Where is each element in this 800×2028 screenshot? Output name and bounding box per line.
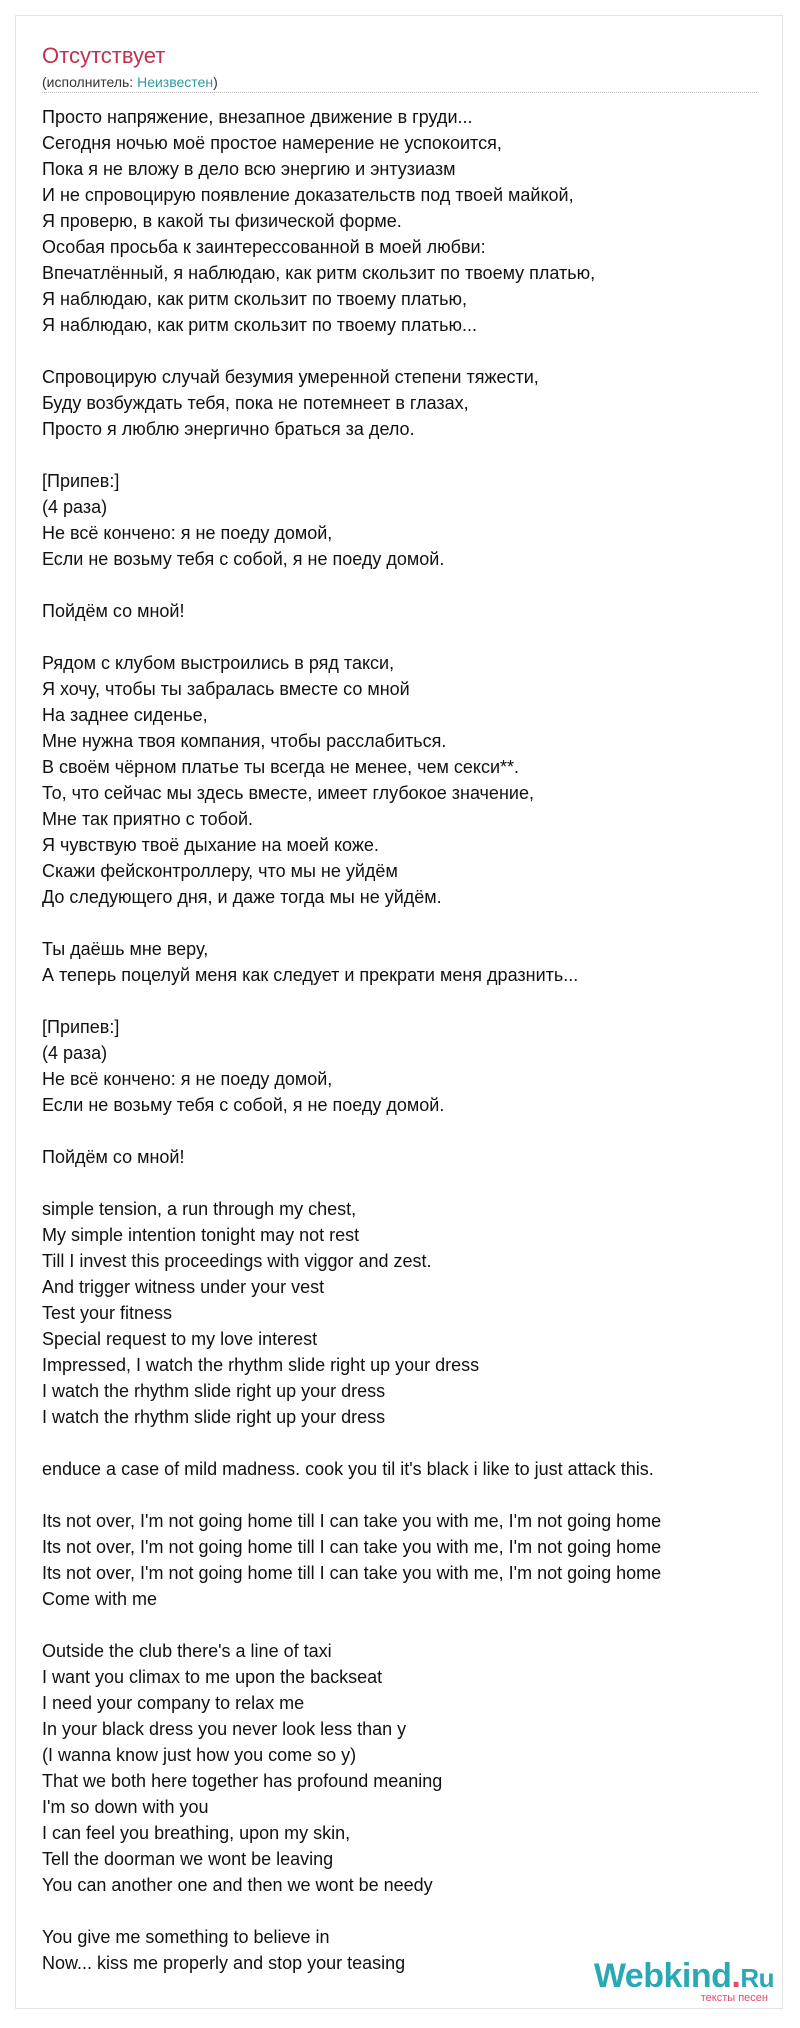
lyric-line: Come with me bbox=[42, 1589, 158, 1609]
lyric-line: [Припев:] bbox=[42, 1017, 120, 1037]
lyric-line: I need your company to relax me bbox=[42, 1693, 305, 1713]
lyric-line: Если не возьму тебя с собой, я не поеду домой. bbox=[42, 549, 445, 569]
lyric-line: Пойдём со мной! bbox=[42, 1147, 185, 1167]
lyric-line: Спровоцирую случай безумия умеренной степени тяжести, bbox=[42, 367, 539, 387]
lyric-line: До следующего дня, и даже тогда мы не уйдём. bbox=[42, 887, 442, 907]
lyric-line: I'm so down with you bbox=[42, 1797, 209, 1817]
lyric-line: Сегодня ночью моё простое намерение не успокоится, bbox=[42, 133, 502, 153]
song-title: Отсутствует bbox=[42, 43, 166, 68]
lyric-line: (I wanna know just how you come so y) bbox=[42, 1745, 357, 1765]
lyric-line: Tell the doorman we wont be leaving bbox=[42, 1849, 334, 1869]
lyric-line: Пойдём со мной! bbox=[42, 601, 185, 621]
lyric-line: Я наблюдаю, как ритм скользит по твоему платью... bbox=[42, 315, 477, 335]
lyric-line: Ты даёшь мне веру, bbox=[42, 939, 209, 959]
lyric-line: I can feel you breathing, upon my skin, bbox=[42, 1823, 351, 1843]
lyric-line: My simple intention tonight may not rest bbox=[42, 1225, 360, 1245]
lyric-line: Если не возьму тебя с собой, я не поеду домой. bbox=[42, 1095, 445, 1115]
lyric-line: Я чувствую твоё дыхание на моей коже. bbox=[42, 835, 379, 855]
logo-dot: . bbox=[731, 1957, 741, 1995]
lyric-line: I watch the rhythm slide right up your dress bbox=[42, 1381, 386, 1401]
lyric-line: I want you climax to me upon the backseat bbox=[42, 1667, 383, 1687]
lyric-line: (4 раза) bbox=[42, 497, 108, 517]
lyric-line: Special request to my love interest bbox=[42, 1329, 318, 1349]
lyric-line: Now... kiss me properly and stop your teasing bbox=[42, 1953, 406, 1973]
lyric-line: То, что сейчас мы здесь вместе, имеет глубокое значение, bbox=[42, 783, 534, 803]
lyric-line: Рядом с клубом выстроились в ряд такси, bbox=[42, 653, 395, 673]
lyric-line: Я проверю, в какой ты физической форме. bbox=[42, 211, 402, 231]
lyric-line: Впечатлённый, я наблюдаю, как ритм скользит по твоему платью, bbox=[42, 263, 596, 283]
lyric-line bbox=[42, 572, 762, 598]
lyric-line: And trigger witness under your vest bbox=[42, 1277, 325, 1297]
lyric-line: Не всё кончено: я не поеду домой, bbox=[42, 1069, 333, 1089]
lyric-line: Пока я не вложу в дело всю энергию и энтузиазм bbox=[42, 159, 456, 179]
lyric-line: Я хочу, чтобы ты забралась вместе со мной bbox=[42, 679, 410, 699]
site-logo[interactable] bbox=[564, 1958, 774, 2004]
lyric-line: Its not over, I'm not going home till I can take you with me, I'm not going home bbox=[42, 1563, 662, 1583]
logo-tld: Ru bbox=[740, 1963, 774, 1993]
lyric-line: In your black dress you never look less than y bbox=[42, 1719, 407, 1739]
lyric-line: [Припев:] bbox=[42, 471, 120, 491]
lyric-line bbox=[42, 624, 762, 650]
lyric-line: (4 раза) bbox=[42, 1043, 108, 1063]
lyric-line: Я наблюдаю, как ритм скользит по твоему платью, bbox=[42, 289, 467, 309]
lyrics-text bbox=[42, 104, 762, 1976]
lyric-line: В своём чёрном платье ты всегда не менее, чем секси**. bbox=[42, 757, 520, 777]
lyric-line: enduce a case of mild madness. cook you til it's black i like to just attack this. bbox=[42, 1459, 654, 1479]
lyric-line bbox=[42, 1118, 762, 1144]
lyric-line: Its not over, I'm not going home till I can take you with me, I'm not going home bbox=[42, 1537, 662, 1557]
lyric-line: Test your fitness bbox=[42, 1303, 173, 1323]
lyric-line: You can another one and then we wont be needy bbox=[42, 1875, 433, 1895]
lyric-line: Особая просьба к заинтерессованной в моей любви: bbox=[42, 237, 486, 257]
lyric-line: Till I invest this proceedings with viggor and zest. bbox=[42, 1251, 432, 1271]
lyric-line: Мне нужна твоя компания, чтобы расслабиться. bbox=[42, 731, 447, 751]
lyric-line: А теперь поцелуй меня как следует и прекрати меня дразнить... bbox=[42, 965, 579, 985]
lyric-line bbox=[42, 1898, 762, 1924]
lyric-line bbox=[42, 1612, 762, 1638]
logo-main-text: Webkind bbox=[593, 1957, 732, 1995]
lyric-line: Мне так приятно с тобой. bbox=[42, 809, 254, 829]
lyric-line: Не всё кончено: я не поеду домой, bbox=[42, 523, 333, 543]
lyric-line: И не спровоцирую появление доказательств под твоей майкой, bbox=[42, 185, 574, 205]
artist-line bbox=[42, 74, 757, 93]
lyric-line: Скажи фейсконтроллеру, что мы не уйдём bbox=[42, 861, 398, 881]
logo-tagline: тексты песен bbox=[700, 1992, 768, 2004]
lyric-line: You give me something to believe in bbox=[42, 1927, 330, 1947]
artist-link[interactable]: Неизвестен bbox=[137, 74, 214, 90]
lyric-line: Its not over, I'm not going home till I can take you with me, I'm not going home bbox=[42, 1511, 662, 1531]
lyric-line: Impressed, I watch the rhythm slide right up your dress bbox=[42, 1355, 480, 1375]
lyric-line bbox=[42, 1482, 762, 1508]
lyric-line bbox=[42, 1430, 762, 1456]
logo-wordmark bbox=[564, 1958, 774, 1996]
lyric-line: simple tension, a run through my chest, bbox=[42, 1199, 357, 1219]
lyric-line bbox=[42, 988, 762, 1014]
artist-prefix: (исполнитель: bbox=[42, 74, 138, 90]
song-header bbox=[42, 40, 757, 93]
lyric-line: I watch the rhythm slide right up your dress bbox=[42, 1407, 386, 1427]
lyric-line: На заднее сиденье, bbox=[42, 705, 208, 725]
lyric-line bbox=[42, 1170, 762, 1196]
lyric-line: Просто я люблю энергично браться за дело. bbox=[42, 419, 415, 439]
lyric-line bbox=[42, 442, 762, 468]
lyric-line bbox=[42, 910, 762, 936]
lyric-line bbox=[42, 338, 762, 364]
lyric-line: Буду возбуждать тебя, пока не потемнеет в глазах, bbox=[42, 393, 469, 413]
lyric-line: Outside the club there's a line of taxi bbox=[42, 1641, 332, 1661]
artist-suffix: ) bbox=[213, 74, 218, 90]
lyric-line: That we both here together has profound meaning bbox=[42, 1771, 443, 1791]
lyric-line: Просто напряжение, внезапное движение в груди... bbox=[42, 107, 473, 127]
